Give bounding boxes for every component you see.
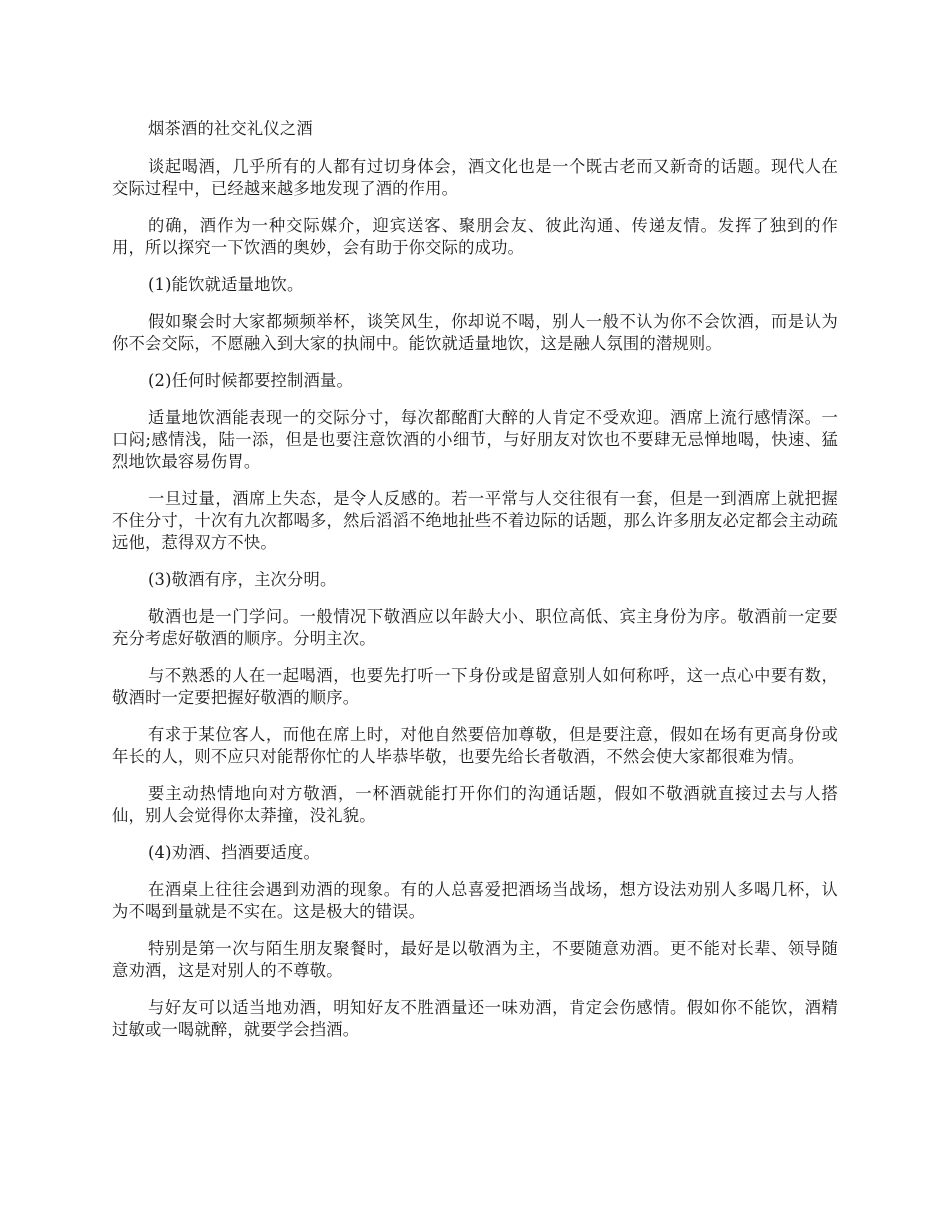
paragraph: 特别是第一次与陌生朋友聚餐时，最好是以敬酒为主，不要随意劝酒。更不能对长辈、领导随意劝酒，这是对别人的不尊敬。 (112, 939, 838, 980)
section-heading-3: (3)敬酒有序，主次分明。 (148, 570, 337, 589)
paragraph: 与好友可以适当地劝酒，明知好友不胜酒量还一味劝酒，肯定会伤感情。假如你不能饮，酒精过敏或一喝就醉，就要学会挡酒。 (112, 998, 838, 1039)
paragraph: 有求于某位客人，而他在席上时，对他自然要倍加尊敬，但是要注意，假如在场有更高身份或年长的人，则不应只对能帮你忙的人毕恭毕敬，也要先给长者敬酒，不然会使大家都很难为情。 (112, 725, 838, 766)
paragraph: 在酒桌上往往会遇到劝酒的现象。有的人总喜爱把酒场当战场，想方设法劝别人多喝几杯，认为不喝到量就是不实在。这是极大的错误。 (112, 880, 838, 921)
paragraph-media: 的确，酒作为一种交际媒介，迎宾送客、聚朋会友、彼此沟通、传递友情。发挥了独到的作用，所以探究一下饮酒的奥妙，会有助于你交际的成功。 (112, 216, 838, 257)
section-heading-2: (2)任何时候都要控制酒量。 (148, 371, 353, 390)
section-heading-1: (1)能饮就适量地饮。 (148, 275, 304, 294)
paragraph: 与不熟悉的人在一起喝酒，也要先打听一下身份或是留意别人如何称呼，这一点心中要有数，敬酒时一定要把握好敬酒的顺序。 (112, 666, 838, 707)
paragraph-intro: 谈起喝酒，几乎所有的人都有过切身体会，酒文化也是一个既古老而又新奇的话题。现代人在交际过程中，已经越来越多地发现了酒的作用。 (112, 157, 838, 198)
document-page (112, 118, 838, 1056)
paragraph: 适量地饮酒能表现一的交际分寸，每次都酩酊大醉的人肯定不受欢迎。酒席上流行感情深。一口闷;感情浅，陆一添，但是也要注意饮酒的小细节，与好朋友对饮也不要肆无忌惮地喝，快速、猛烈地饮最容易伤胃。 (112, 408, 838, 471)
paragraph: 敬酒也是一门学问。一般情况下敬酒应以年龄大小、职位高低、宾主身份为序。敬酒前一定要充分考虑好敬酒的顺序。分明主次。 (112, 607, 838, 648)
paragraph: 假如聚会时大家都频频举杯，谈笑风生，你却说不喝，别人一般不认为你不会饮酒，而是认为你不会交际，不愿融入到大家的执闹中。能饮就适量地饮，这是融人氛围的潜规则。 (112, 312, 838, 353)
document-title: 烟茶酒的社交礼仪之酒 (148, 119, 313, 138)
paragraph: 要主动热情地向对方敬酒，一杯酒就能打开你们的沟通话题，假如不敬酒就直接过去与人搭仙，别人会觉得你太莽撞，没礼貌。 (112, 784, 838, 825)
paragraph: 一旦过量，酒席上失态，是令人反感的。若一平常与人交往很有一套，但是一到酒席上就把握不住分寸，十次有九次都喝多，然后滔滔不绝地扯些不着边际的话题，那么许多朋友必定都会主动疏远他，惹得双方不快。 (112, 489, 838, 552)
section-heading-4: (4)劝酒、挡酒要适度。 (148, 843, 320, 862)
